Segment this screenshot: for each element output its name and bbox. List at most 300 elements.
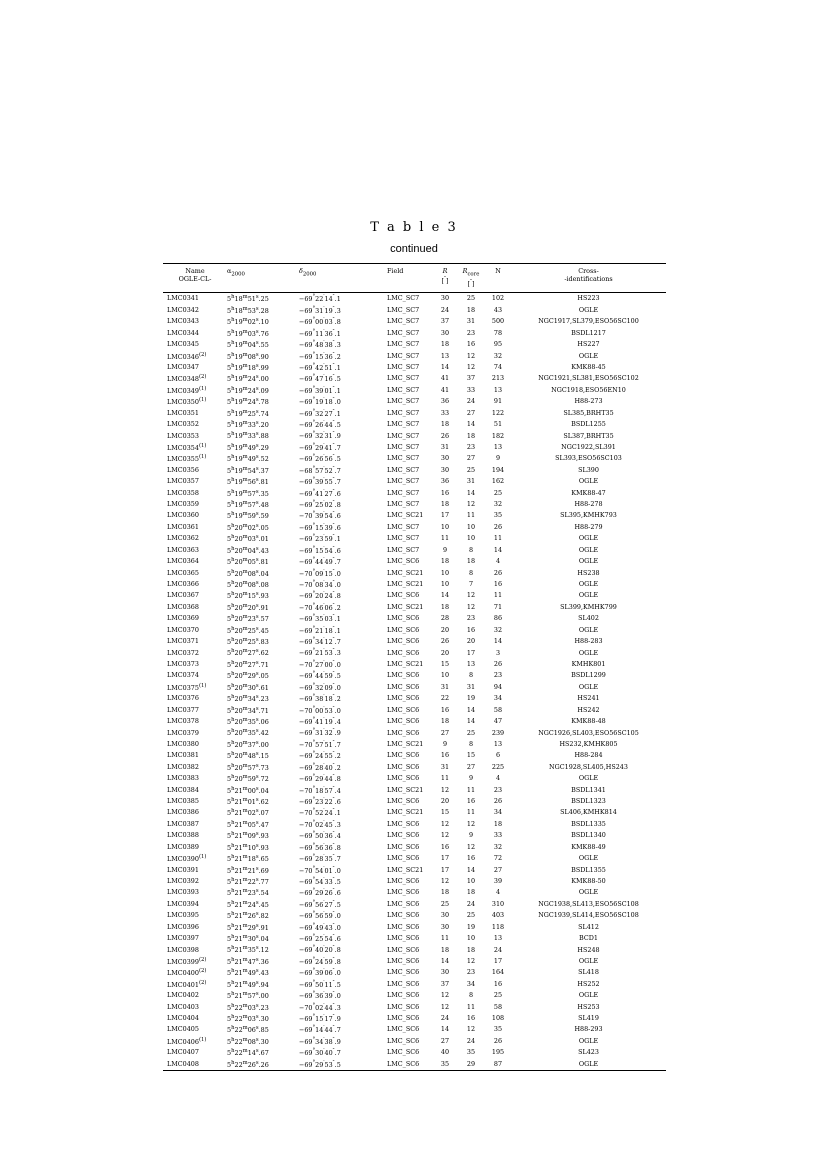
cell-radius: 30: [440, 922, 450, 931]
cell-field: LMC_SC6: [387, 922, 420, 931]
header-name: Name OGLE-CL-: [178, 267, 212, 283]
cell-field: LMC_SC6: [387, 557, 420, 566]
cell-field: LMC_SC7: [387, 363, 420, 371]
cell-radius: 14: [440, 1025, 450, 1034]
cell-field: LMC_SC7: [387, 340, 420, 349]
table-row: [163, 408, 666, 419]
cell-field: LMC_SC7: [387, 477, 420, 486]
cell-rcore: 18: [466, 945, 476, 954]
cell-field: LMC_SC7: [387, 351, 420, 360]
cell-ra: 5$^h$21$^m$18$^s$.65: [227, 854, 269, 864]
cell-name: LMC0400$^{(2)}$: [167, 968, 207, 978]
cell-name: LMC0374: [167, 671, 199, 680]
cell-ra: 5$^h$21$^m$35$^s$.12: [227, 945, 269, 955]
table-header: [163, 264, 666, 293]
cell-name: LMC0407: [167, 1048, 199, 1057]
cell-field: LMC_SC6: [387, 705, 420, 714]
cell-dec: −69°25′02″.8: [299, 500, 341, 510]
cell-name: LMC0370: [167, 625, 199, 634]
cell-cross-id: BSDL1323: [571, 797, 606, 806]
cell-cross-id: OGLE: [578, 477, 599, 486]
cell-rcore: 14: [466, 488, 476, 497]
cell-ra: 5$^h$21$^m$02$^s$.07: [227, 808, 269, 818]
cell-rcore: 8: [468, 991, 474, 1000]
cell-rcore: 8: [468, 739, 474, 748]
table-row: [163, 305, 666, 316]
cell-radius: 12: [440, 1002, 450, 1011]
cell-dec: −69°39′55″.7: [299, 477, 341, 487]
cell-field: LMC_SC7: [387, 420, 420, 429]
cell-n: 58: [493, 705, 503, 714]
cell-ra: 5$^h$22$^m$06$^s$.85: [227, 1025, 269, 1035]
cell-cross-id: OGLE: [578, 557, 599, 566]
cell-rcore: 9: [468, 831, 474, 840]
cell-field: LMC_SC6: [387, 842, 420, 851]
cell-name: LMC0347: [167, 363, 199, 371]
cell-n: 6: [495, 751, 501, 760]
cell-ra: 5$^h$21$^m$57$^s$.00: [227, 991, 269, 1001]
cell-rcore: 13: [466, 659, 476, 668]
header-cross-id: Cross- -identifications: [564, 267, 613, 283]
cell-radius: 18: [440, 945, 450, 954]
table-row: [163, 773, 666, 784]
cell-name: LMC0388: [167, 831, 199, 840]
cell-radius: 27: [440, 728, 450, 737]
cell-n: 13: [493, 739, 503, 748]
cell-cross-id: H88-293: [574, 1025, 603, 1034]
cell-name: LMC0383: [167, 774, 199, 783]
cell-name: LMC0408: [167, 1059, 199, 1068]
cell-dec: −69°21′53″.3: [299, 648, 341, 658]
cell-dec: −70°57′51″.7: [299, 739, 341, 749]
cell-cross-id: SL406,KMHK814: [560, 808, 617, 817]
cell-cross-id: OGLE: [578, 1036, 599, 1045]
cell-n: 34: [493, 694, 503, 703]
cell-cross-id: SL419: [578, 1014, 599, 1023]
cell-cross-id: BSDL1255: [571, 420, 606, 429]
cell-radius: 17: [440, 854, 450, 863]
cell-n: 195: [491, 1048, 505, 1057]
cell-ra: 5$^h$20$^m$25$^s$.83: [227, 637, 269, 647]
table-row: [163, 419, 666, 430]
cell-field: LMC_SC6: [387, 831, 420, 840]
cell-radius: 10: [440, 568, 450, 577]
table-title: T a b l e 3: [370, 220, 458, 235]
cell-ra: 5$^h$19$^m$59$^s$.59: [227, 511, 269, 521]
table-row: [163, 1036, 666, 1047]
cell-radius: 16: [440, 488, 450, 497]
cell-n: 11: [493, 591, 503, 600]
table-row: [163, 396, 666, 407]
cell-n: 11: [493, 534, 503, 543]
cell-dec: −69°28′35″.7: [299, 854, 341, 864]
cell-dec: −70°54′01″.0: [299, 865, 341, 875]
cell-radius: 25: [440, 899, 450, 908]
table-row: [163, 351, 666, 362]
cell-ra: 5$^h$19$^m$33$^s$.88: [227, 431, 269, 441]
cell-field: LMC_SC7: [387, 545, 420, 554]
cell-name: LMC0373: [167, 659, 199, 668]
cell-name: LMC0392: [167, 876, 199, 885]
cell-cross-id: OGLE: [578, 351, 599, 360]
header-n: N: [495, 267, 501, 275]
cell-cross-id: OGLE: [578, 305, 599, 314]
cell-cross-id: OGLE: [578, 580, 599, 589]
cell-name: LMC0377: [167, 705, 199, 714]
table-row: [163, 602, 666, 613]
cell-n: 16: [493, 580, 503, 589]
cell-name: LMC0403: [167, 1002, 199, 1011]
cell-rcore: 20: [466, 637, 476, 646]
cell-radius: 14: [440, 956, 450, 965]
cell-name: LMC0363: [167, 545, 199, 554]
cell-dec: −69°32′27″.1: [299, 408, 341, 418]
cell-dec: −69°23′22″.6: [299, 796, 341, 807]
cell-field: LMC_SC21: [387, 580, 424, 589]
cell-radius: 18: [440, 602, 450, 611]
table-row: [163, 682, 666, 693]
cell-cross-id: NGC1917,SL379,ESO56SC100: [538, 317, 639, 326]
cell-radius: 17: [440, 865, 450, 874]
cell-cross-id: BCD1: [579, 934, 598, 943]
cell-name: LMC0355$^{(1)}$: [167, 454, 207, 464]
cell-ra: 5$^h$20$^m$04$^s$.43: [227, 545, 269, 555]
cell-field: LMC_SC6: [387, 1025, 420, 1034]
cell-ra: 5$^h$20$^m$05$^s$.81: [227, 557, 269, 567]
cell-cross-id: NGC1928,SL405,HS243: [549, 762, 628, 771]
cell-ra: 5$^h$21$^m$00$^s$.04: [227, 785, 269, 795]
cell-cross-id: OGLE: [578, 648, 599, 657]
cell-dec: −69°32′09″.0: [299, 682, 341, 692]
cell-n: 32: [493, 500, 503, 509]
cell-n: 239: [491, 728, 505, 737]
cell-n: 32: [493, 842, 503, 851]
cell-rcore: 31: [466, 477, 476, 486]
cell-dec: −69°29′44″.8: [299, 774, 341, 784]
cell-name: LMC0380: [167, 739, 199, 748]
cell-n: 58: [493, 1002, 503, 1011]
cell-radius: 41: [440, 385, 450, 394]
table-row: [163, 693, 666, 704]
table-row: [163, 670, 666, 681]
cell-ra: 5$^h$20$^m$35$^s$.42: [227, 728, 269, 738]
cell-field: LMC_SC6: [387, 637, 420, 646]
cell-name: LMC0382: [167, 762, 199, 771]
table-row: [163, 910, 666, 921]
cell-n: 9: [495, 454, 501, 463]
cell-rcore: 19: [466, 922, 476, 931]
table-row: [163, 876, 666, 887]
cell-rcore: 12: [466, 363, 476, 371]
cell-rcore: 11: [466, 1002, 476, 1011]
cell-cross-id: SL423: [578, 1048, 599, 1057]
cell-n: 47: [493, 717, 503, 726]
cell-name: LMC0389: [167, 842, 199, 851]
header-field: Field: [387, 267, 404, 275]
cell-radius: 16: [440, 705, 450, 714]
cell-dec: −69°39′01″.1: [299, 385, 341, 395]
cell-field: LMC_SC6: [387, 682, 420, 691]
cell-cross-id: OGLE: [578, 991, 599, 1000]
cell-n: 500: [491, 317, 505, 326]
cell-radius: 28: [440, 614, 450, 623]
cell-n: 225: [491, 762, 505, 771]
cell-name: LMC0395: [167, 911, 199, 920]
table-row: [163, 510, 666, 521]
cell-field: LMC_SC21: [387, 865, 424, 874]
cell-rcore: 34: [466, 979, 476, 988]
table-row: [163, 373, 666, 384]
cell-dec: −69°49′43″.0: [299, 922, 341, 932]
cell-rcore: 8: [468, 545, 474, 554]
table-row: [163, 796, 666, 807]
cell-dec: −69°56′27″.5: [299, 899, 341, 909]
cell-field: LMC_SC21: [387, 659, 424, 668]
cell-cross-id: HS232,KMHK805: [559, 739, 618, 748]
cell-dec: −69°14′44″.7: [299, 1025, 341, 1035]
cell-cross-id: HS241: [577, 694, 600, 703]
cell-rcore: 10: [466, 522, 476, 531]
cell-name: LMC0397: [167, 934, 199, 943]
cell-field: LMC_SC21: [387, 739, 424, 748]
cell-cross-id: HS253: [577, 1002, 600, 1011]
cell-field: LMC_SC6: [387, 797, 420, 806]
cell-n: 18: [493, 819, 503, 828]
cell-dec: −69°56′59″.0: [299, 911, 341, 921]
cell-name: LMC0366: [167, 580, 199, 589]
cell-rcore: 11: [466, 808, 476, 817]
cell-ra: 5$^h$19$^m$33$^s$.20: [227, 420, 269, 430]
cell-rcore: 11: [466, 785, 476, 794]
cell-field: LMC_SC7: [387, 431, 420, 440]
cell-ra: 5$^h$20$^m$57$^s$.73: [227, 762, 269, 772]
cell-field: LMC_SC6: [387, 968, 420, 977]
cell-rcore: 16: [466, 854, 476, 863]
cell-name: LMC0345: [167, 340, 199, 349]
table-row: [163, 339, 666, 350]
cell-dec: −69°28′40″.2: [299, 762, 341, 772]
cell-name: LMC0361: [167, 522, 199, 531]
cell-rcore: 18: [466, 557, 476, 566]
cell-rcore: 7: [468, 580, 474, 589]
cell-name: LMC0352: [167, 420, 199, 429]
cell-n: 194: [491, 465, 505, 474]
cell-rcore: 14: [466, 865, 476, 874]
cell-rcore: 12: [466, 500, 476, 509]
cell-ra: 5$^h$20$^m$02$^s$.05: [227, 522, 269, 532]
cell-ra: 5$^h$21$^m$23$^s$.54: [227, 888, 269, 898]
cell-cross-id: NGC1918,ESO56EN10: [551, 385, 626, 394]
cell-cross-id: BSDL1340: [571, 831, 606, 840]
cell-ra: 5$^h$20$^m$08$^s$.08: [227, 579, 269, 590]
cell-cross-id: H88-279: [574, 522, 603, 531]
cell-name: LMC0344: [167, 328, 199, 337]
cell-radius: 30: [440, 968, 450, 977]
cell-field: LMC_SC21: [387, 568, 424, 577]
cell-cross-id: NGC1938,SL413,ESO56SC108: [538, 899, 639, 908]
cell-n: 32: [493, 625, 503, 634]
cell-rcore: 9: [468, 774, 474, 783]
cell-field: LMC_SC7: [387, 534, 420, 543]
cell-rcore: 24: [466, 899, 476, 908]
cell-name: LMC0381: [167, 751, 199, 760]
cell-field: LMC_SC6: [387, 591, 420, 600]
table-row: [163, 453, 666, 464]
cell-n: 94: [493, 682, 503, 691]
cell-radius: 11: [440, 534, 450, 543]
table-row: [163, 590, 666, 601]
cell-dec: −70°46′06″.2: [299, 602, 341, 612]
cell-radius: 18: [440, 420, 450, 429]
cell-ra: 5$^h$20$^m$03$^s$.01: [227, 534, 269, 544]
cell-n: 310: [491, 899, 505, 908]
cell-cross-id: KMK88-47: [571, 488, 606, 497]
cell-name: LMC0351: [167, 408, 199, 417]
cell-cross-id: SL399,KMHK799: [560, 602, 617, 611]
cell-radius: 41: [440, 374, 450, 383]
cell-name: LMC0386: [167, 808, 199, 817]
table-row: [163, 785, 666, 796]
cell-ra: 5$^h$19$^m$03$^s$.76: [227, 328, 269, 338]
cell-cross-id: H88-284: [574, 751, 603, 760]
cell-cross-id: BSDL1341: [571, 785, 606, 794]
cell-radius: 18: [440, 500, 450, 509]
cell-ra: 5$^h$19$^m$49$^s$.29: [227, 442, 269, 453]
cell-ra: 5$^h$18$^m$51$^s$.25: [227, 294, 269, 304]
cell-name: LMC0343: [167, 317, 199, 326]
cell-rcore: 17: [466, 648, 476, 657]
cell-n: 162: [491, 477, 505, 486]
cell-name: LMC0391: [167, 865, 199, 874]
cell-dec: −69°24′55″.2: [299, 751, 341, 761]
cell-n: 4: [495, 774, 501, 783]
cell-rcore: 29: [466, 1059, 476, 1068]
cell-field: LMC_SC6: [387, 945, 420, 954]
cell-rcore: 12: [466, 351, 476, 360]
cell-ra: 5$^h$20$^m$30$^s$.61: [227, 682, 269, 692]
cell-name: LMC0398: [167, 945, 199, 954]
cell-rcore: 14: [466, 717, 476, 726]
cell-dec: −69°20′24″.8: [299, 591, 341, 601]
cell-cross-id: OGLE: [578, 534, 599, 543]
cell-radius: 30: [440, 911, 450, 920]
cell-dec: −70°18′57″.4: [299, 785, 341, 795]
cell-n: 26: [493, 522, 503, 531]
cell-ra: 5$^h$19$^m$08$^s$.90: [227, 351, 269, 361]
table-row: [163, 762, 666, 773]
cell-cross-id: NGC1922,SL391: [561, 442, 616, 451]
cell-ra: 5$^h$21$^m$26$^s$.82: [227, 911, 269, 921]
table-row: [163, 1047, 666, 1058]
cell-n: 33: [493, 831, 503, 840]
cell-name: LMC0342: [167, 305, 199, 314]
table-row: [163, 488, 666, 499]
table-row: [163, 933, 666, 944]
cell-ra: 5$^h$22$^m$26$^s$.26: [227, 1059, 269, 1069]
cell-dec: −70°00′53″.0: [299, 705, 341, 715]
header-ra: $\alpha_{2000}$: [227, 267, 245, 278]
cell-rcore: 16: [466, 625, 476, 634]
cell-radius: 40: [440, 1048, 450, 1057]
cell-rcore: 31: [466, 682, 476, 691]
cell-cross-id: HS242: [577, 705, 600, 714]
cell-ra: 5$^h$21$^m$05$^s$.47: [227, 819, 269, 829]
cell-field: LMC_SC6: [387, 1036, 420, 1045]
cell-dec: −69°29′26″.6: [299, 888, 341, 898]
cell-radius: 18: [440, 557, 450, 566]
cell-ra: 5$^h$19$^m$18$^s$.99: [227, 362, 269, 373]
cell-dec: −69°50′36″.4: [299, 831, 341, 841]
cell-name: LMC0360: [167, 511, 199, 520]
cell-rcore: 10: [466, 876, 476, 885]
cell-ra: 5$^h$21$^m$49$^s$.43: [227, 968, 269, 978]
cell-ra: 5$^h$22$^m$03$^s$.30: [227, 1013, 269, 1024]
cell-dec: −70°52′24″.1: [299, 808, 341, 818]
cell-radius: 26: [440, 431, 450, 440]
cell-dec: −70°02′45″.3: [299, 819, 341, 829]
cell-cross-id: SL385,BRHT35: [563, 408, 614, 417]
cell-dec: −69°34′12″.7: [299, 637, 341, 647]
cell-dec: −69°21′18″.1: [299, 625, 341, 635]
table-row: [163, 807, 666, 818]
cell-field: LMC_SC7: [387, 522, 420, 531]
table-row: [163, 533, 666, 544]
cell-rcore: 27: [466, 762, 476, 771]
cell-cross-id: H88-278: [574, 500, 603, 509]
cell-field: LMC_SC7: [387, 317, 420, 326]
cell-field: LMC_SC6: [387, 717, 420, 726]
cell-n: 87: [493, 1059, 503, 1068]
cell-rcore: 23: [466, 328, 476, 337]
table-row: [163, 579, 666, 590]
cell-cross-id: OGLE: [578, 682, 599, 691]
cell-radius: 16: [440, 751, 450, 760]
cell-name: LMC0353: [167, 431, 199, 440]
cell-dec: −69°36′39″.0: [299, 991, 341, 1001]
cell-dec: −69°00′03″.8: [299, 317, 341, 327]
cell-name: LMC0384: [167, 785, 199, 794]
cell-ra: 5$^h$20$^m$48$^s$.15: [227, 751, 269, 761]
cell-n: 23: [493, 785, 503, 794]
cell-rcore: 11: [466, 511, 476, 520]
cell-name: LMC0365: [167, 568, 199, 577]
cell-name: LMC0354$^{(1)}$: [167, 442, 207, 453]
table-row: [163, 865, 666, 876]
cell-radius: 12: [440, 785, 450, 794]
cell-rcore: 14: [466, 420, 476, 429]
cell-radius: 24: [440, 1014, 450, 1023]
cell-cross-id: SL402: [578, 614, 599, 623]
cell-dec: −70°27′00″.0: [299, 659, 341, 670]
cell-radius: 17: [440, 511, 450, 520]
table-row: [163, 705, 666, 716]
cell-radius: 31: [440, 682, 450, 691]
cell-dec: −70°02′44″.3: [299, 1002, 341, 1012]
cell-name: LMC0358: [167, 488, 199, 497]
cell-cross-id: BSDL1355: [571, 865, 606, 874]
cell-name: LMC0404: [167, 1014, 199, 1023]
cell-field: LMC_SC6: [387, 979, 420, 988]
header-dec: $\delta_{2000}$: [299, 267, 317, 278]
cell-n: 25: [493, 488, 503, 497]
cell-name: LMC0385: [167, 797, 199, 806]
cell-name: LMC0399$^{(2)}$: [167, 956, 207, 966]
cell-n: 26: [493, 568, 503, 577]
cell-cross-id: KMK88-49: [571, 842, 606, 851]
cell-dec: −69°15′17″.9: [299, 1013, 341, 1024]
cell-cross-id: SL418: [578, 968, 599, 977]
cell-cross-id: KMHK801: [571, 659, 606, 668]
